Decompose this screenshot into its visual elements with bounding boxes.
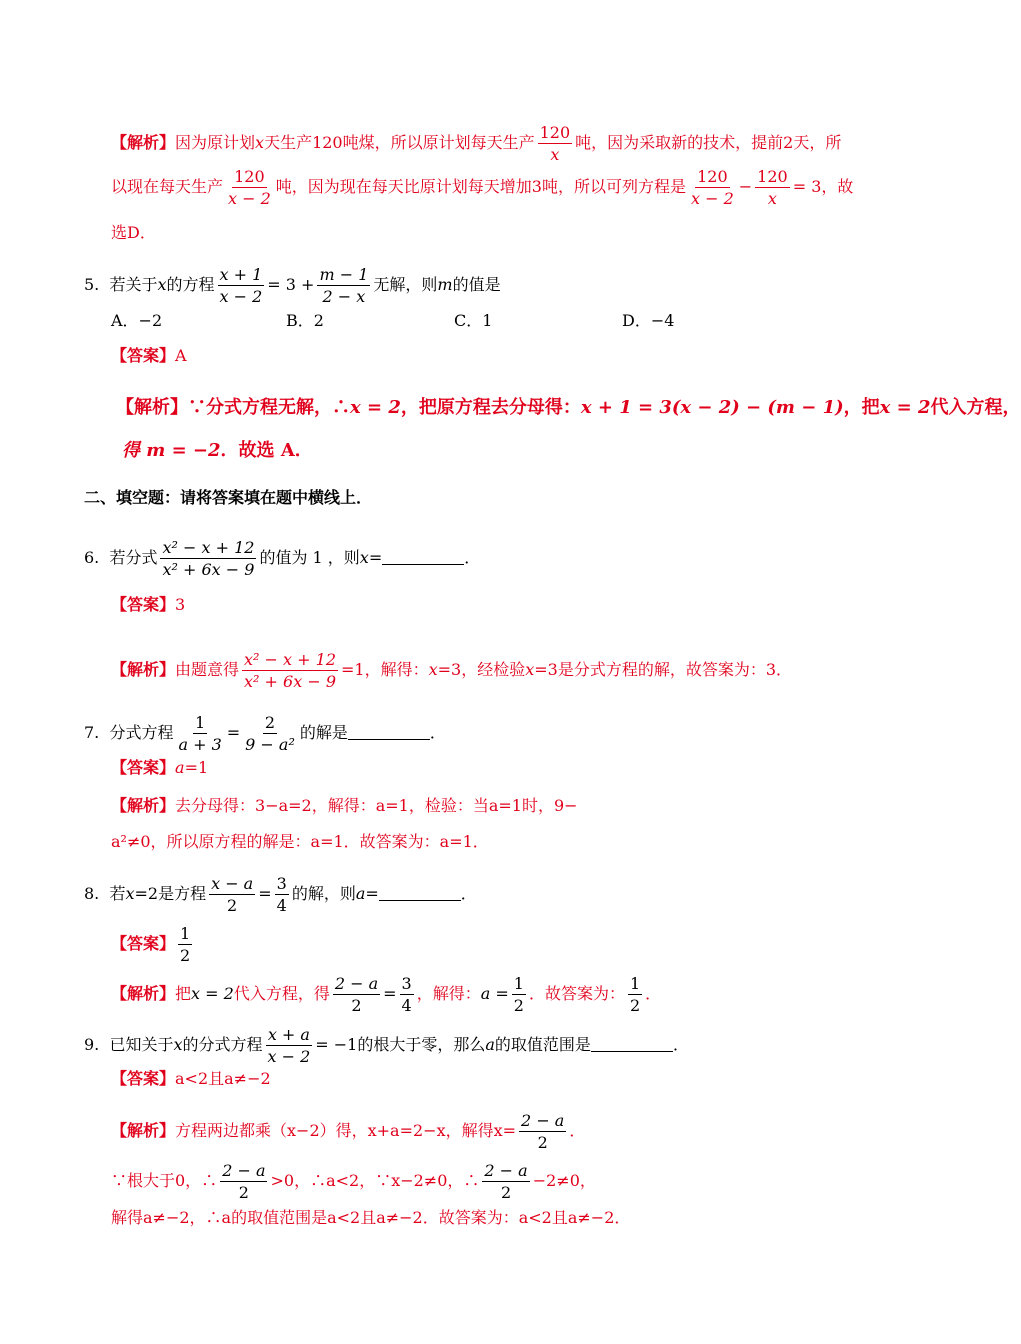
fraction: $\frac{1}{a + 3}$	[178, 713, 222, 754]
answer-blank[interactable]	[382, 548, 464, 565]
answer-tag: 【答案】	[111, 758, 176, 777]
fraction: $\frac{\text{x² − x + 12}}{\text{x² + 6x − 9}}$	[244, 650, 337, 691]
q7-stem: 7. 分式方程 $\frac{1}{a + 3}$ = $\frac{2}{\text{9 − a²}}$ 的解是 ．	[84, 713, 446, 754]
fraction: $\frac{1}{2}$	[513, 974, 524, 1015]
answer-tag: 【答案】	[111, 346, 176, 365]
analysis-tag: 【解析】	[111, 1121, 176, 1140]
q6-answer: 【答案】3	[111, 595, 186, 614]
fraction: $\frac{120}{x}$	[539, 123, 571, 164]
answer-tag: 【答案】	[111, 1069, 176, 1088]
q4-analysis-line3: 选D．	[111, 223, 156, 242]
fraction: $\frac{1}{2}$	[629, 974, 641, 1015]
answer-tag: 【答案】	[111, 595, 176, 614]
q5-analysis-line1: 【解析】∵分式方程无解，∴x = 2，把原方程去分母得：x + 1 = 3(x − 2) − (m − 1)，把x = 2代入方程，	[116, 397, 1021, 418]
analysis-tag: 【解析】	[111, 660, 176, 679]
question-number: 5.	[84, 275, 100, 294]
q9-analysis-line1: 【解析】方程两边都乘（x−2）得，x+a=2−x，解得x= $\frac{2 - a}{2}$ ．	[111, 1111, 586, 1152]
answer-tag: 【答案】	[111, 934, 176, 953]
fraction: $\frac{120}{x - 2}$	[228, 167, 271, 208]
question-number: 8.	[84, 884, 100, 903]
analysis-tag: 【解析】	[111, 984, 176, 1003]
q4-analysis-line1: 【解析】因为原计划x天生产120吨煤，所以原计划每天生产 $\frac{120}{x}$ 吨，因为采取新的技术，提前2天，所	[111, 123, 842, 164]
q5-analysis-line2: 得 m = −2．故选 A．	[122, 440, 313, 461]
answer-blank[interactable]	[348, 723, 430, 740]
fraction: $\frac{2 - a}{2}$	[484, 1161, 528, 1202]
q7-answer: 【答案】a=1	[111, 758, 209, 777]
q8-answer	[111, 923, 195, 966]
q8-stem: 8. 若x=2是方程 $\frac{x - a}{2}$ = $\frac{3}{4}$ 的解，则a= ．	[84, 874, 477, 915]
question-number: 7.	[84, 723, 100, 742]
answer-blank[interactable]	[379, 884, 461, 901]
analysis-tag: 【解析】	[111, 133, 176, 152]
fraction: $\frac{2}{\text{9 − a²}}$	[245, 713, 295, 754]
fraction: $\frac{m - 1}{2 - x}$	[319, 265, 369, 306]
fraction: $\frac{x + 1}{x - 2}$	[219, 265, 263, 306]
q9-analysis-line2: ∵根大于0，∴ $\frac{2 - a}{2}$ >0，∴a<2，∵x−2≠0，∴ $\frac{2 - a}{2}$ −2≠0，	[111, 1161, 596, 1202]
q9-analysis-line3: 解得a≠−2，∴a的取值范围是a<2且a≠−2．故答案为：a<2且a≠−2．	[111, 1208, 631, 1227]
analysis-tag: 【解析】	[111, 796, 176, 815]
option-a: A．−2	[111, 311, 163, 330]
q4-analysis-line2: 以现在每天生产 $\frac{120}{x - 2}$ 吨，因为现在每天比原计划每天增加3吨，所以可列方程是 $\frac{120}{x - 2}$ − $\frac{120}{x}$ = 3，故	[111, 167, 854, 208]
analysis-tag: 【解析】	[116, 397, 188, 418]
q6-analysis: 【解析】由题意得 $\frac{\text{x² − x + 12}}{\text{x² + 6x − 9}}$ =1，解得：x=3，经检验x=3是分式方程的解，故答案为：3．	[111, 650, 793, 691]
fraction: $\frac{\text{x² − x + 12}}{\text{x² + 6x − 9}}$	[162, 538, 255, 579]
question-number: 6.	[84, 548, 100, 567]
fraction: $\frac{1}{2}$	[180, 924, 191, 965]
fraction: $\frac{x + a}{x - 2}$	[267, 1025, 311, 1066]
q5-answer: 【答案】A	[111, 346, 187, 365]
fraction: $\frac{2 - a}{2}$	[222, 1161, 266, 1202]
fraction: $\frac{2 - a}{2}$	[334, 974, 379, 1015]
section-heading: 二、填空题：请将答案填在题中横线上．	[84, 488, 373, 507]
answer-blank[interactable]	[591, 1035, 673, 1052]
q6-stem: 6. 若分式 $\frac{\text{x² − x + 12}}{\text{x² + 6x − 9}}$ 的值为 1 ，则x= ．	[84, 538, 481, 579]
question-number: 9.	[84, 1035, 100, 1054]
fraction: $\frac{120}{x}$	[757, 167, 788, 208]
fraction: $\frac{3}{4}$	[401, 974, 412, 1015]
option-d: D．−4	[622, 311, 675, 330]
q9-answer: 【答案】a<2且a≠−2	[111, 1069, 271, 1088]
fraction: $\frac{2 - a}{2}$	[521, 1111, 565, 1152]
fraction: $\frac{120}{x - 2}$	[690, 167, 734, 208]
q7-analysis-line2: a²≠0，所以原方程的解是：a=1．故答案为：a=1．	[111, 832, 489, 851]
q8-analysis: 【解析】把x = 2代入方程，得 $\frac{2 - a}{2}$ = $\frac{3}{4}$ ，解得：a = $\frac{1}{2}$ ．故答案为： $\frac{1}{2}$ ．	[111, 974, 662, 1015]
fraction: $\frac{3}{4}$	[276, 874, 287, 915]
q7-analysis-line1: 【解析】去分母得：3−a=2，解得：a=1，检验：当a=1时，9−	[111, 796, 578, 815]
option-c: C．1	[454, 311, 493, 330]
q5-stem: 5. 若关于x的方程 $\frac{x + 1}{x - 2}$ = 3 + $\frac{m - 1}{2 - x}$ 无解，则m的值是	[84, 265, 501, 306]
fraction: $\frac{x - a}{2}$	[211, 874, 254, 915]
option-b: B．2	[286, 311, 324, 330]
q9-stem: 9. 已知关于x的分式方程 $\frac{x + a}{x - 2}$ = −1的根大于零，那么a的取值范围是 ．	[84, 1025, 689, 1066]
